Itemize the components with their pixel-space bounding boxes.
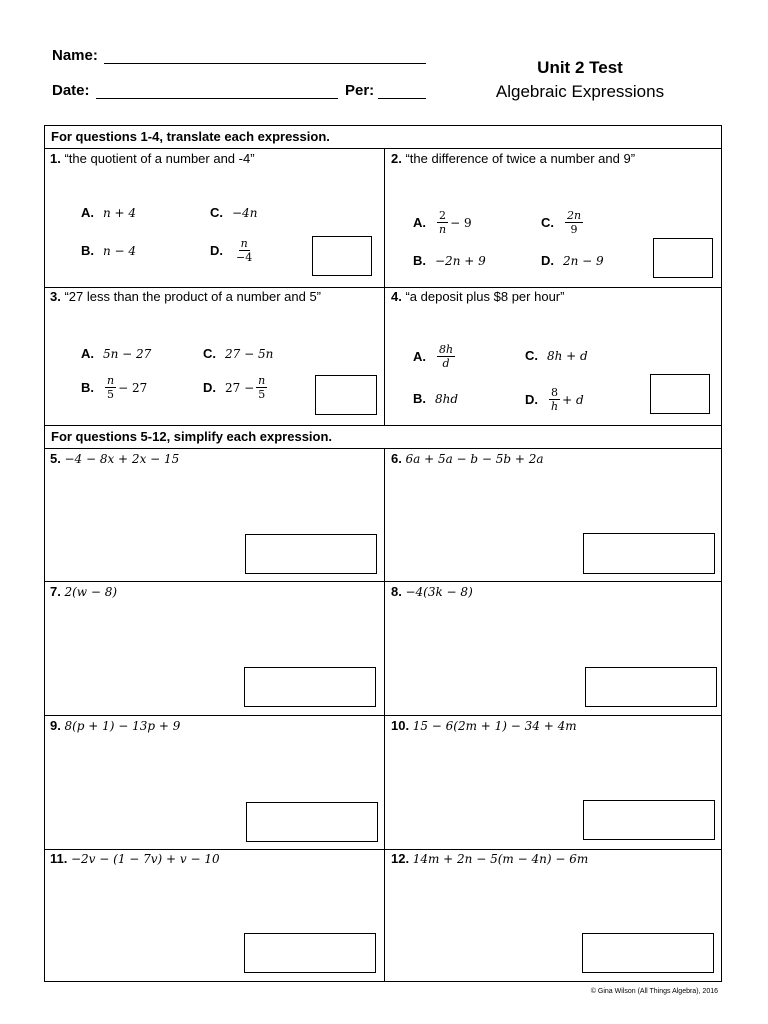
- q1-option-b[interactable]: B. n − 4: [81, 243, 137, 258]
- divider: [45, 287, 721, 288]
- question-5: 5. −4 − 8x + 2x − 15: [50, 451, 180, 466]
- fraction: $\frac{n}{5}$: [258, 374, 266, 401]
- question-6: 6. 6a + 5a − b − 5b + 2a: [391, 451, 544, 466]
- q3-option-b[interactable]: B. $\frac{n}{5}$ − 27: [81, 374, 148, 401]
- question-text: “27 less than the product of a number and 5”: [64, 289, 322, 304]
- q4-option-d[interactable]: D. $\frac{8}{h}$ + d: [525, 386, 584, 413]
- question-7: 7. 2(w − 8): [50, 584, 118, 599]
- fraction: $\frac{2}{n}$: [439, 209, 447, 236]
- question-text: “the quotient of a number and -4”: [64, 151, 255, 166]
- answer-box[interactable]: [650, 374, 710, 414]
- answer-box[interactable]: [582, 933, 714, 973]
- q3-option-a[interactable]: A. 5n − 27: [81, 346, 152, 361]
- question-number: 2.: [391, 151, 402, 166]
- answer-box[interactable]: [583, 800, 715, 840]
- divider: [45, 581, 721, 582]
- answer-box[interactable]: [315, 375, 377, 415]
- question-8: 8. −4(3k − 8): [391, 584, 473, 599]
- question-12: 12. 14m + 2n − 5(m − 4n) − 6m: [391, 851, 589, 866]
- divider: [384, 148, 385, 425]
- answer-box[interactable]: [244, 933, 376, 973]
- question-text: “the difference of twice a number and 9”: [405, 151, 636, 166]
- q1-option-d[interactable]: D. $\frac{n}{-4}$: [210, 237, 253, 264]
- question-text: “a deposit plus $8 per hour”: [405, 289, 565, 304]
- fraction: $\frac{8}{h}$: [551, 386, 559, 413]
- answer-box[interactable]: [653, 238, 713, 278]
- divider: [45, 148, 721, 149]
- question-4: [391, 289, 564, 304]
- q1-option-a[interactable]: A. n + 4: [81, 205, 137, 220]
- question-11: 11. −2v − (1 − 7v) + v − 10: [50, 851, 220, 866]
- question-9: 9. 8(p + 1) − 13p + 9: [50, 718, 181, 733]
- q2-option-a[interactable]: A. $\frac{2}{n}$ − 9: [413, 209, 472, 236]
- q1-option-c[interactable]: C. −4n: [210, 205, 258, 220]
- fraction: $\frac{8h}{d}$: [439, 343, 454, 370]
- question-2: [391, 151, 635, 166]
- date-field[interactable]: [96, 98, 338, 99]
- q4-option-b[interactable]: B. 8hd: [413, 391, 459, 406]
- period-field[interactable]: [378, 98, 426, 99]
- page-title: Unit 2 Test: [537, 58, 623, 77]
- question-number: 1.: [50, 151, 61, 166]
- question-3: [50, 289, 321, 304]
- question-number: 4.: [391, 289, 402, 304]
- fraction: $\frac{n}{-4}$: [236, 237, 253, 264]
- question-1: [50, 151, 255, 166]
- section-simplify-heading: For questions 5-12, simplify each expression.: [51, 429, 333, 444]
- answer-box[interactable]: [583, 533, 715, 574]
- q2-option-c[interactable]: C. $\frac{2n}{9}$: [541, 209, 582, 236]
- divider: [45, 425, 721, 426]
- answer-box[interactable]: [245, 534, 377, 574]
- copyright-footer: © Gina Wilson (All Things Algebra), 2016: [590, 988, 718, 995]
- answer-box[interactable]: [246, 802, 378, 842]
- q3-option-d[interactable]: D. 27 − $\frac{n}{5}$: [203, 374, 266, 401]
- name-label: Name:: [52, 47, 98, 64]
- section-translate-heading: For questions 1-4, translate each expression.: [51, 129, 330, 144]
- q4-option-c[interactable]: C. 8h + d: [525, 348, 588, 363]
- divider: [45, 448, 721, 449]
- divider: [384, 448, 385, 982]
- answer-box[interactable]: [244, 667, 376, 707]
- q2-option-b[interactable]: B. −2n + 9: [413, 253, 486, 268]
- divider: [45, 715, 721, 716]
- page-subtitle: Algebraic Expressions: [495, 82, 665, 101]
- answer-box[interactable]: [585, 667, 717, 707]
- question-10: 10. 15 − 6(2m + 1) − 34 + 4m: [391, 718, 577, 733]
- q2-option-d[interactable]: D. 2n − 9: [541, 253, 604, 268]
- date-label: Date:: [52, 82, 90, 99]
- period-label: Per:: [345, 82, 375, 99]
- name-field[interactable]: [104, 63, 426, 64]
- question-number: 3.: [50, 289, 61, 304]
- q4-option-a[interactable]: A. $\frac{8h}{d}$: [413, 343, 454, 370]
- divider: [45, 849, 721, 850]
- answer-box[interactable]: [312, 236, 372, 276]
- q3-option-c[interactable]: C. 27 − 5n: [203, 346, 274, 361]
- fraction: $\frac{2n}{9}$: [567, 209, 582, 236]
- fraction: $\frac{n}{5}$: [107, 374, 115, 401]
